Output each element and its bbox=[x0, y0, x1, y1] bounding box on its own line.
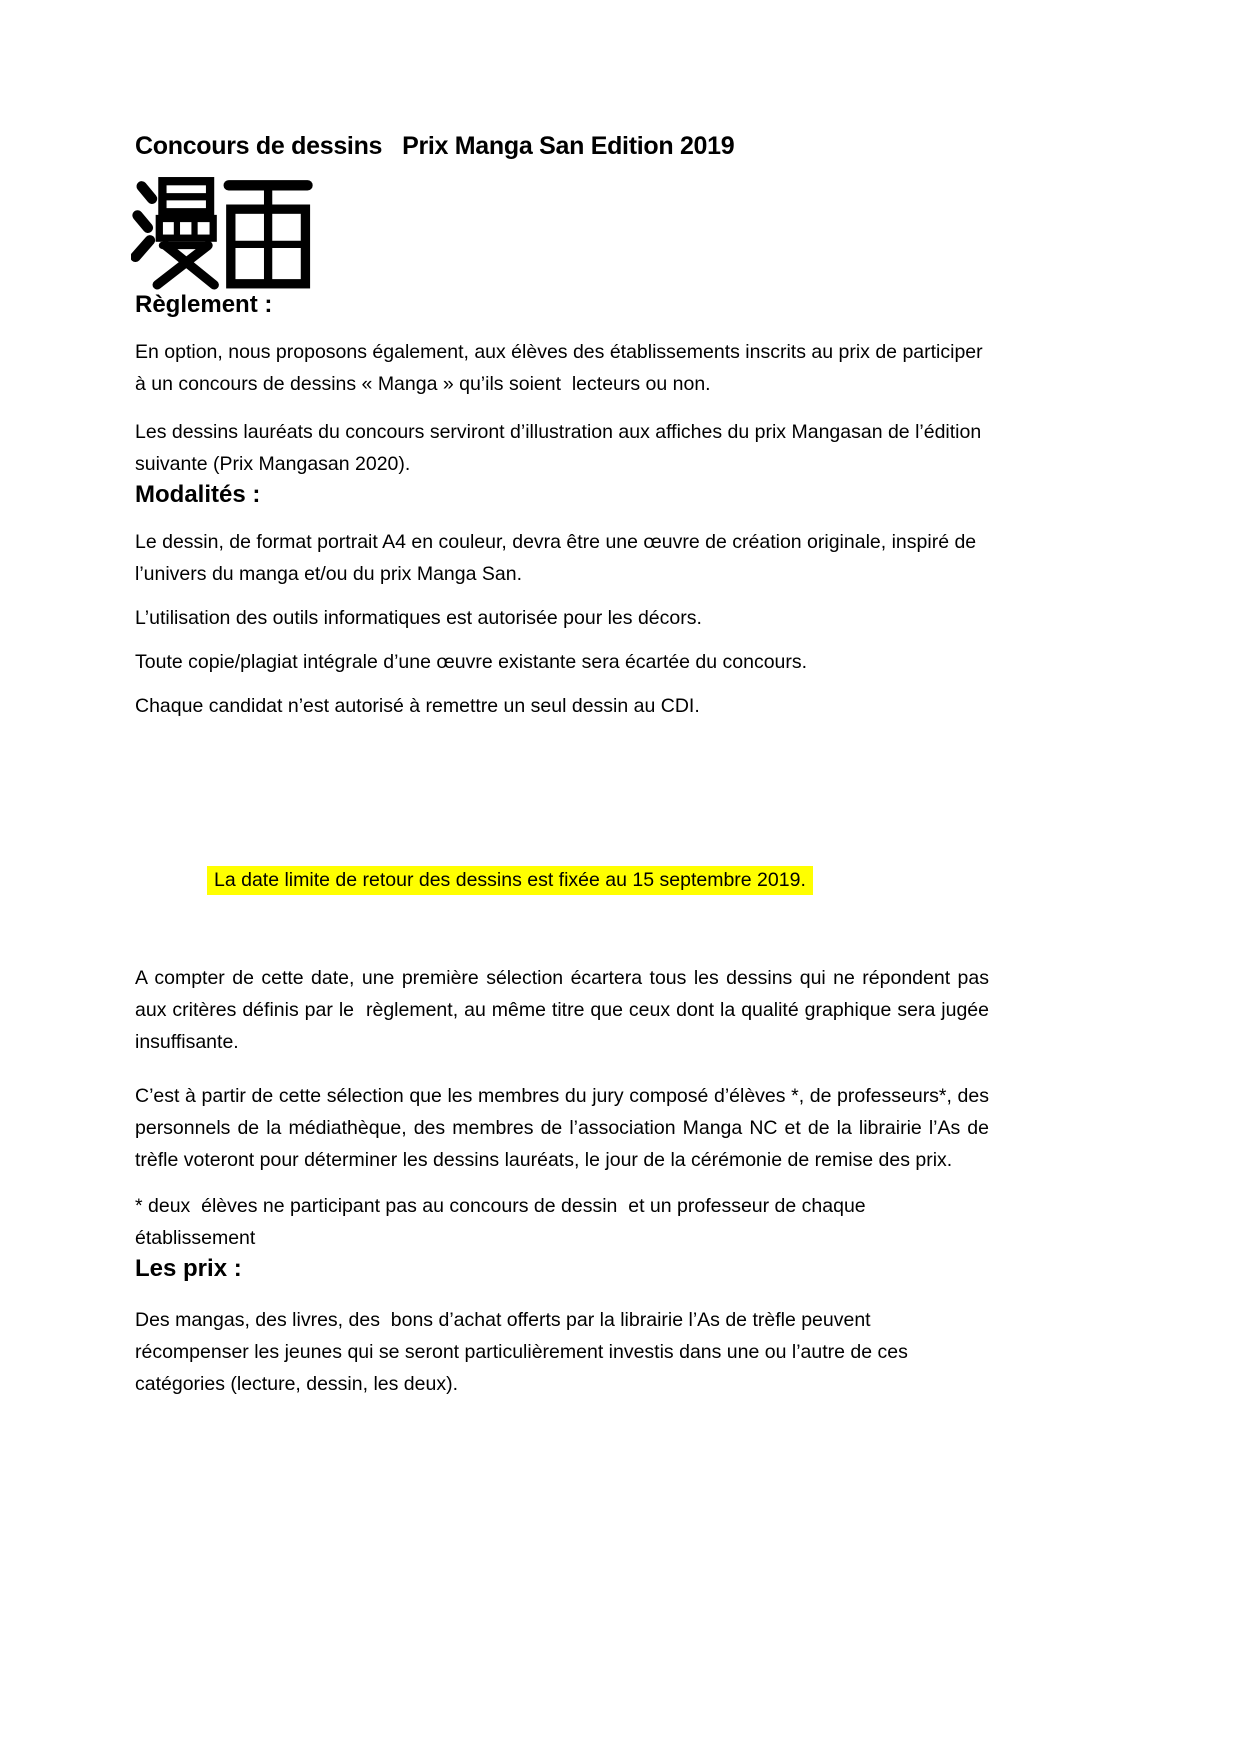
document-content bbox=[135, 130, 995, 1400]
paragraph-selection-criteres: A compter de cette date, une première sélection écartera tous les dessins qui ne répondent pas aux critères définis par le règlement, au même titre que ceux dont la qualité graphique sera jugée insuffisante. bbox=[135, 967, 995, 1053]
paragraph-modalites-candidat: Chaque candidat n’est autorisé à remettre un seul dessin au CDI. bbox=[135, 695, 700, 717]
deadline-line bbox=[135, 864, 989, 896]
section-heading-reglement: Règlement : bbox=[135, 291, 273, 318]
manga-kanji-logo bbox=[135, 176, 989, 290]
paragraph-modalites-format: Le dessin, de format portrait A4 en couleur, devra être une œuvre de création originale, inspiré de l’univers du manga et/ou du prix Manga San. bbox=[135, 531, 982, 585]
section-heading-prix: Les prix : bbox=[135, 1255, 242, 1282]
paragraph-prix-recompenses: Des mangas, des livres, des bons d’achat offerts par la librairie l’As de trèfle peuvent récompenser les jeunes qui se seront particulièrement investis dans une ou l’autre de ces catégories (lecture, dessin, les deux). bbox=[135, 1309, 914, 1395]
paragraph-footnote: * deux élèves ne participant pas au concours de dessin et un professeur de chaque établissement bbox=[135, 1195, 872, 1249]
section-heading-modalites: Modalités : bbox=[135, 481, 261, 508]
document-title: Concours de dessins Prix Manga San Edition 2019 bbox=[135, 132, 735, 160]
paragraph-reglement-laureats: Les dessins lauréats du concours serviront d’illustration aux affiches du prix Mangasan de l’édition suivante (Prix Mangasan 2020). bbox=[135, 421, 987, 475]
paragraph-modalites-outils: L’utilisation des outils informatiques est autorisée pour les décors. bbox=[135, 607, 702, 629]
manga-kanji-drawing bbox=[131, 176, 313, 290]
paragraph-reglement-option: En option, nous proposons également, aux élèves des établissements inscrits au prix de participer à un concours de dessins « Manga » qu’ils soient lecteurs ou non. bbox=[135, 341, 989, 395]
paragraph-modalites-plagiat: Toute copie/plagiat intégrale d’une œuvre existante sera écartée du concours. bbox=[135, 651, 808, 673]
deadline-highlight: La date limite de retour des dessins est fixée au 15 septembre 2019. bbox=[207, 866, 813, 895]
paragraph-selection-jury: C’est à partir de cette sélection que les membres du jury composé d’élèves *, de professeurs*, des personnels de la médiathèque, des membres de l’association Manga NC et de la librairie l’As de trèfle voteront pour déterminer les dessins lauréats, le jour de la cérémonie de remise des prix. bbox=[135, 1085, 995, 1171]
